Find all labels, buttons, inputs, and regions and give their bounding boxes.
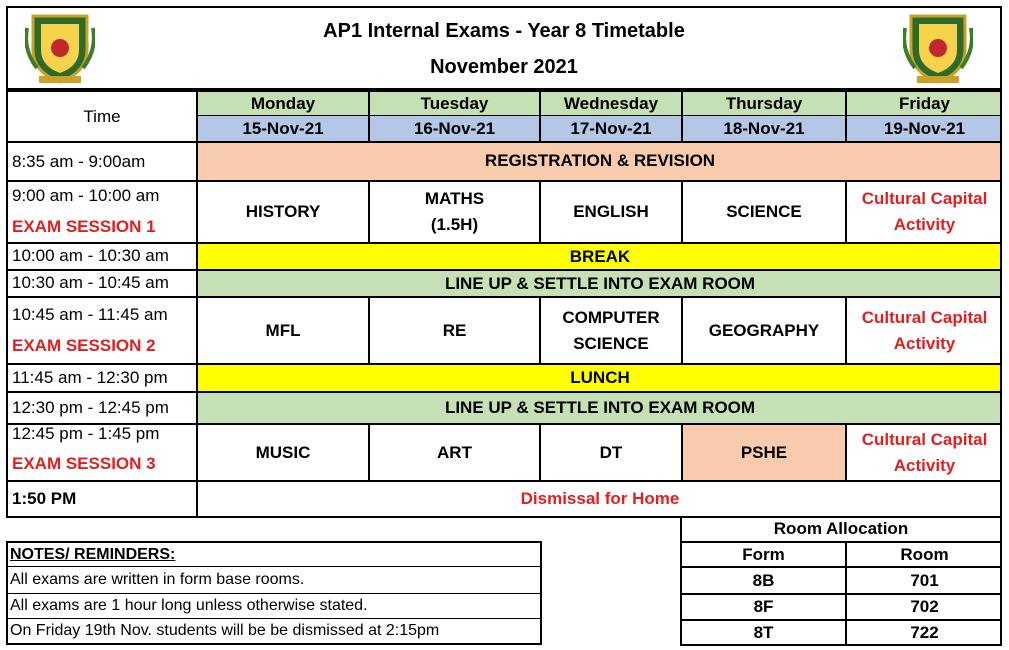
session3-thursday: PSHE <box>740 442 788 462</box>
room-cell: 702 <box>910 597 939 616</box>
form-cell: 8T <box>753 623 774 642</box>
room-cell: 722 <box>910 623 939 642</box>
time-registration: 8:35 am - 9:00am <box>12 152 146 171</box>
day-thursday: Thursday <box>725 93 803 113</box>
room-allocation-title: Room Allocation <box>773 519 909 538</box>
session1-wednesday: ENGLISH <box>573 202 649 221</box>
time-session1: 9:00 am - 10:00 am <box>12 186 160 205</box>
session3-friday: Cultural Capital Activity <box>861 429 988 475</box>
lineup2-label: LINE UP & SETTLE INTO EXAM ROOM <box>444 398 756 417</box>
exam-session-1-label: EXAM SESSION 1 <box>12 217 156 236</box>
date-friday: 19-Nov-21 <box>883 118 966 138</box>
break-label: BREAK <box>569 246 631 266</box>
dismissal-label: Dismissal for Home <box>520 489 680 508</box>
school-crest-icon <box>25 10 95 86</box>
note-line: All exams are written in form base rooms. <box>10 571 305 588</box>
date-tuesday: 16-Nov-21 <box>413 118 496 138</box>
school-crest-icon <box>903 10 973 86</box>
registration-label: REGISTRATION & REVISION <box>484 151 716 170</box>
day-monday: Monday <box>250 93 316 113</box>
day-wednesday: Wednesday <box>563 93 659 113</box>
day-friday: Friday <box>898 93 951 113</box>
form-cell: 8F <box>753 597 774 616</box>
form-cell: 8B <box>752 570 775 590</box>
time-lineup1: 10:30 am - 10:45 am <box>12 273 169 292</box>
time-session2: 10:45 am - 11:45 am <box>12 305 168 324</box>
session3-monday: MUSIC <box>255 442 311 462</box>
session3-wednesday: DT <box>599 442 623 462</box>
session1-tuesday: MATHS (1.5H) <box>424 189 485 234</box>
exam-session-2-label: EXAM SESSION 2 <box>12 336 156 355</box>
exam-session-3-label: EXAM SESSION 3 <box>12 454 156 473</box>
time-lunch: 11:45 am - 12:30 pm <box>12 368 168 387</box>
session2-friday: Cultural Capital Activity <box>861 307 988 353</box>
time-break: 10:00 am - 10:30 am <box>12 246 169 265</box>
room-column-header: Room <box>900 544 949 564</box>
notes-title: NOTES/ REMINDERS: <box>10 546 176 563</box>
session1-thursday: SCIENCE <box>726 202 802 221</box>
time-lineup2: 12:30 pm - 12:45 pm <box>12 398 169 417</box>
date-thursday: 18-Nov-21 <box>723 118 805 138</box>
room-cell: 701 <box>910 570 939 590</box>
date-monday: 15-Nov-21 <box>242 118 324 138</box>
session2-thursday: GEOGRAPHY <box>708 320 820 340</box>
page-title: AP1 Internal Exams - Year 8 Timetable <box>323 20 685 42</box>
session2-tuesday: RE <box>442 320 467 340</box>
session2-monday: MFL <box>265 320 301 340</box>
note-line: All exams are 1 hour long unless otherwise stated. <box>10 597 368 614</box>
form-column-header: Form <box>742 544 785 564</box>
session1-friday: Cultural Capital Activity <box>861 189 988 234</box>
date-wednesday: 17-Nov-21 <box>570 118 652 138</box>
day-tuesday: Tuesday <box>420 93 489 113</box>
note-line: On Friday 19th Nov. students will be be dismissed at 2:15pm <box>10 622 440 639</box>
time-column-header: Time <box>83 106 121 126</box>
page-subtitle: November 2021 <box>430 56 578 78</box>
session3-tuesday: ART <box>437 442 472 462</box>
lineup1-label: LINE UP & SETTLE INTO EXAM ROOM <box>444 273 756 293</box>
session2-wednesday: COMPUTER SCIENCE <box>562 307 660 353</box>
time-session3: 12:45 pm - 1:45 pm <box>12 424 160 443</box>
lunch-label: LUNCH <box>570 368 630 387</box>
time-dismissal: 1:50 PM <box>12 489 77 508</box>
session1-monday: HISTORY <box>245 202 321 221</box>
